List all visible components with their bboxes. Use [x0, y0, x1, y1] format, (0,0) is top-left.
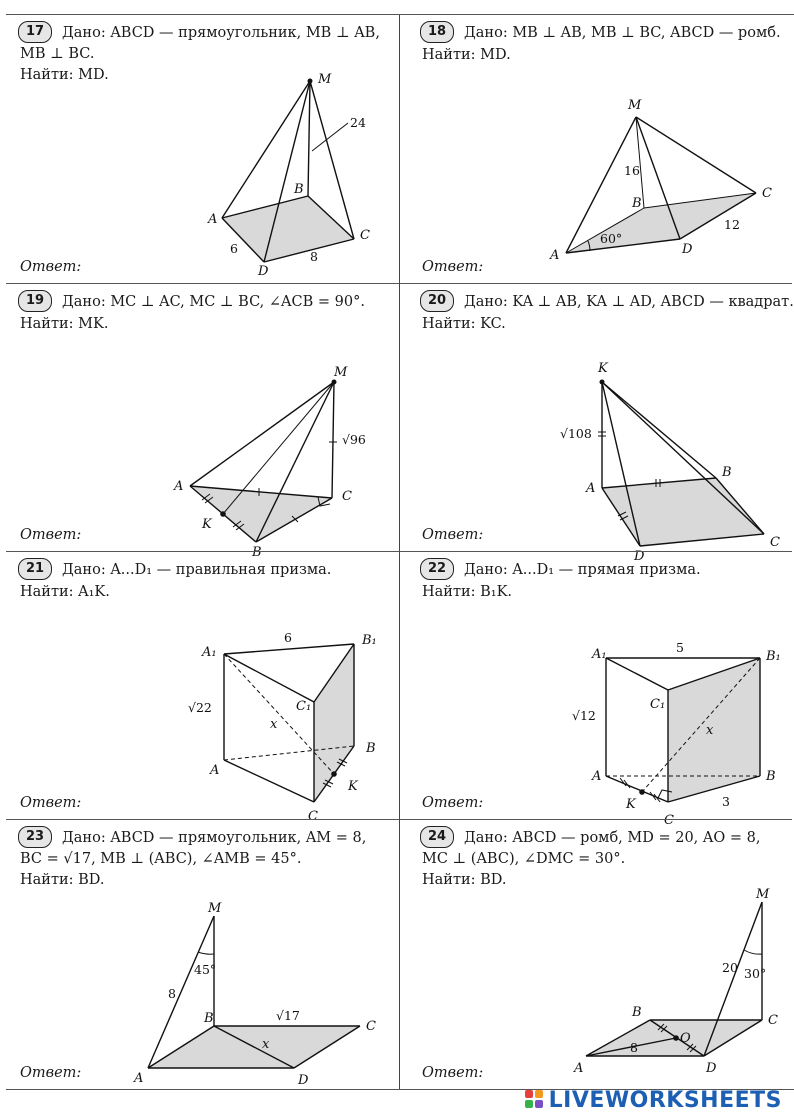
pyramid-figure — [6, 15, 399, 283]
label-M: M — [756, 887, 770, 902]
answer-label: Ответ: — [20, 1065, 82, 1081]
label-A1B1: 6 — [284, 630, 292, 645]
pyramid-figure — [6, 284, 399, 560]
label-B1: B₁ — [766, 649, 781, 664]
label-K: K — [626, 797, 636, 812]
answer-label: Ответ: — [422, 795, 484, 811]
find-text: Найти: MD. — [422, 47, 511, 63]
label-x: x — [262, 1037, 270, 1052]
logo-icon — [525, 1090, 545, 1110]
given-text: Дано: A...D₁ — прямая призма. — [464, 562, 701, 578]
label-B: B — [632, 1005, 642, 1020]
label-A: A — [208, 212, 218, 227]
answer-input-19[interactable] — [86, 523, 250, 545]
liveworksheets-logo — [525, 1088, 782, 1112]
label-AO: 8 — [630, 1040, 638, 1055]
problem-number: 23 — [18, 826, 52, 848]
label-K: K — [202, 517, 212, 532]
label-C1: C₁ — [296, 699, 312, 714]
find-text: Найти: B₁K. — [422, 584, 513, 600]
problem-21 — [6, 551, 399, 824]
label-C: C — [762, 186, 772, 201]
label-KA: √108 — [560, 426, 592, 441]
label-O: O — [680, 1031, 691, 1046]
answer-input-21[interactable] — [86, 791, 250, 813]
label-BC: √17 — [276, 1008, 300, 1023]
label-M: M — [628, 98, 642, 113]
label-D: D — [298, 1073, 309, 1088]
problem-number: 20 — [420, 290, 454, 312]
label-x: x — [706, 723, 714, 738]
label-AM: 8 — [168, 986, 176, 1001]
find-text: Найти: BD. — [20, 872, 105, 888]
given-line-1: Дано: ABCD — прямоугольник, MB ⊥ AB, — [62, 25, 380, 41]
label-D: D — [258, 264, 269, 279]
label-B: B — [204, 1011, 214, 1026]
rhombus-figure — [400, 820, 793, 1090]
label-A: A — [586, 481, 596, 496]
label-M: M — [318, 72, 332, 87]
label-MC: √96 — [342, 432, 366, 447]
label-C: C — [770, 535, 780, 550]
label-C: C — [664, 813, 674, 828]
logo-text: LIVEWORKSHEETS — [548, 1087, 782, 1113]
prism-figure — [6, 552, 399, 824]
label-K: K — [348, 779, 358, 794]
label-C1: C₁ — [650, 697, 666, 712]
label-B1: B₁ — [362, 633, 377, 648]
label-C: C — [768, 1013, 778, 1028]
answer-label: Ответ: — [422, 259, 484, 275]
problem-19 — [6, 283, 399, 560]
pyramid-figure — [400, 15, 793, 283]
label-A: A — [550, 248, 560, 263]
label-B: B — [366, 741, 376, 756]
find-text: Найти: BD. — [422, 872, 507, 888]
problem-23 — [6, 819, 399, 1089]
label-M: M — [208, 901, 222, 916]
label-DC: 12 — [724, 217, 740, 232]
label-B: B — [294, 182, 304, 197]
given-line-1: Дано: ABCD — прямоугольник, AM = 8, — [62, 830, 367, 846]
problem-number: 22 — [420, 558, 454, 580]
label-A1: A₁ — [202, 645, 217, 660]
problem-17 — [6, 15, 399, 283]
given-line-2: MB ⊥ BC. — [20, 46, 95, 62]
worksheet-grid — [6, 14, 794, 1090]
answer-label: Ответ: — [422, 527, 484, 543]
find-text: Найти: KC. — [422, 316, 506, 332]
label-D: D — [682, 242, 693, 257]
problem-18 — [399, 15, 792, 283]
given-text: Дано: MC ⊥ AC, MC ⊥ BC, ∠ACB = 90°. — [62, 294, 365, 310]
label-AA1: √12 — [572, 708, 596, 723]
pyramid-figure — [6, 820, 399, 1090]
label-angle: 60° — [600, 231, 623, 246]
label-M: M — [334, 365, 348, 380]
find-text: Найти: MK. — [20, 316, 109, 332]
label-MB: 24 — [350, 115, 366, 130]
given-text: Дано: KA ⊥ AB, KA ⊥ AD, ABCD — квадрат. — [464, 294, 794, 310]
label-angle: 30° — [744, 966, 767, 981]
problem-number: 17 — [18, 21, 52, 43]
problem-22 — [399, 551, 792, 828]
label-A1: A₁ — [592, 647, 607, 662]
label-DC: 8 — [310, 249, 318, 264]
answer-input-22[interactable] — [490, 791, 654, 813]
find-text: Найти: MD. — [20, 67, 109, 83]
label-B: B — [722, 465, 732, 480]
problem-number: 24 — [420, 826, 454, 848]
label-D: D — [634, 549, 645, 564]
label-K: K — [598, 361, 608, 376]
label-C: C — [360, 228, 370, 243]
label-D: D — [706, 1061, 717, 1076]
find-text: Найти: A₁K. — [20, 584, 110, 600]
given-line-2: MC ⊥ (ABC), ∠DMC = 30°. — [422, 851, 626, 867]
problem-number: 21 — [18, 558, 52, 580]
label-A: A — [210, 763, 220, 778]
label-angle: 45° — [194, 962, 217, 977]
problem-24 — [399, 819, 792, 1089]
answer-input-20[interactable] — [490, 523, 654, 545]
given-line-2: BC = √17, MB ⊥ (ABC), ∠AMB = 45°. — [20, 851, 302, 867]
label-A: A — [592, 769, 602, 784]
answer-label: Ответ: — [422, 1065, 484, 1081]
label-A: A — [574, 1061, 584, 1076]
label-MB: 16 — [624, 163, 640, 178]
answer-input-17[interactable] — [86, 255, 250, 277]
label-C: C — [366, 1019, 376, 1034]
label-A1B1: 5 — [676, 640, 684, 655]
label-MD: 20 — [722, 960, 738, 975]
prism-figure — [400, 552, 793, 828]
problem-number: 18 — [420, 21, 454, 43]
answer-input-23[interactable] — [86, 1061, 250, 1083]
label-x: x — [270, 717, 278, 732]
label-B: B — [766, 769, 776, 784]
label-AD: 6 — [230, 241, 238, 256]
label-C: C — [342, 489, 352, 504]
label-C: C — [308, 809, 318, 824]
answer-input-18[interactable] — [490, 255, 654, 277]
problem-number: 19 — [18, 290, 52, 312]
label-A: A — [174, 479, 184, 494]
given-text: Дано: A...D₁ — правильная призма. — [62, 562, 332, 578]
label-CB: 3 — [722, 794, 730, 809]
pyramid-figure — [400, 284, 793, 564]
label-B: B — [252, 545, 262, 560]
answer-input-24[interactable] — [490, 1061, 654, 1083]
label-AA1: √22 — [188, 700, 212, 715]
problem-20 — [399, 283, 794, 564]
answer-label: Ответ: — [20, 527, 82, 543]
label-A: A — [134, 1071, 144, 1086]
given-line-1: Дано: ABCD — ромб, MD = 20, AO = 8, — [464, 830, 761, 846]
label-B: B — [632, 196, 642, 211]
given-text: Дано: MB ⊥ AB, MB ⊥ BC, ABCD — ромб. — [464, 25, 781, 41]
answer-label: Ответ: — [20, 795, 82, 811]
answer-label: Ответ: — [20, 259, 82, 275]
